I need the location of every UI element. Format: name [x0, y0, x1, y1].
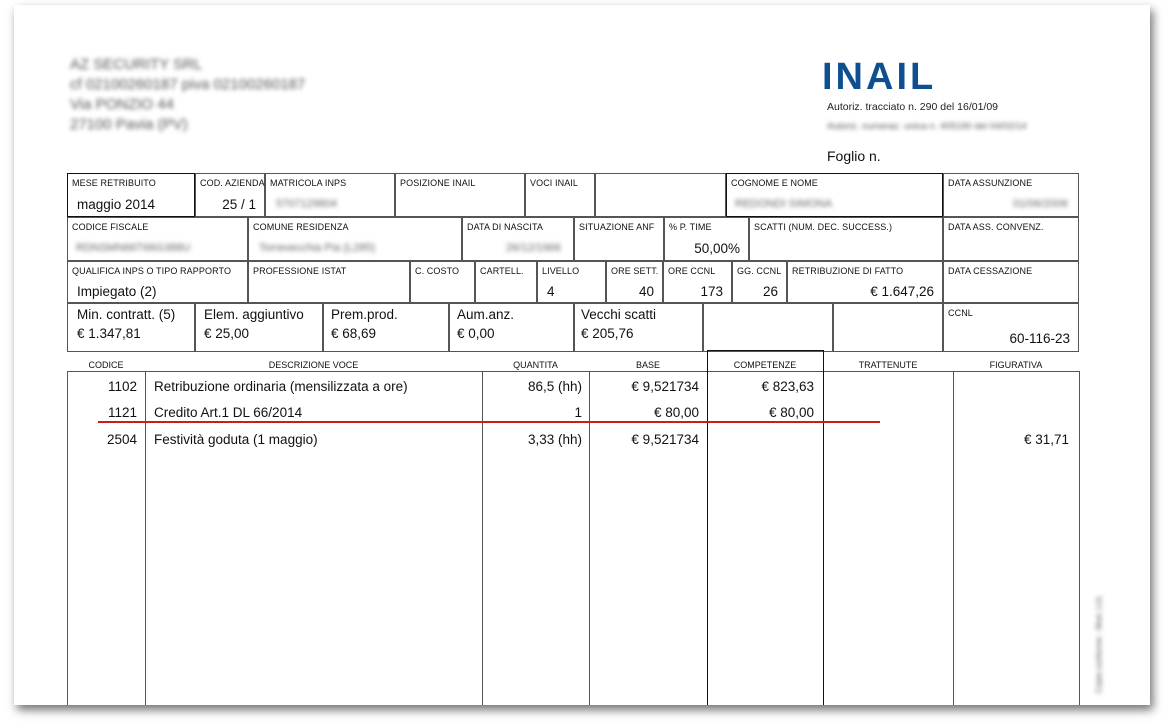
- cessazione-label: DATA CESSAZIONE: [948, 266, 1033, 276]
- cartell-label: CARTELL.: [480, 266, 524, 276]
- field-min-contratt: [67, 303, 195, 352]
- payslip-sheet: [14, 5, 1150, 705]
- mese-label: MESE RETRIBUITO: [72, 178, 156, 188]
- employer-address: Via PONZIO 44: [70, 96, 174, 113]
- nascita-value: 26/12/1966: [505, 242, 561, 254]
- row-quantita: 1: [574, 405, 582, 420]
- qualifica-label: QUALIFICA INPS O TIPO RAPPORTO: [72, 266, 232, 276]
- row-descrizione: Retribuzione ordinaria (mensilizzata a ore): [154, 379, 408, 394]
- field-cartell: [475, 261, 537, 303]
- field-blank-1: [703, 303, 833, 352]
- header-codice: CODICE: [88, 360, 124, 370]
- sheet-number-label: Foglio n.: [827, 148, 881, 164]
- scatti-label: SCATTI (NUM. DEC. SUCCESS.): [754, 222, 893, 232]
- authorization-text: Autoriz. tracciato n. 290 del 16/01/09: [827, 101, 999, 113]
- row-quantita: 3,33 (hh): [527, 432, 582, 447]
- header-quantita: QUANTITA: [513, 360, 558, 370]
- table-col-line: [823, 350, 824, 705]
- cod-azienda-value: 25 / 1: [222, 197, 256, 212]
- nome-value: REDONDI SIMONA: [735, 198, 833, 210]
- header-figurativa: FIGURATIVA: [989, 360, 1043, 370]
- ore-ccnl-label: ORE CCNL: [668, 266, 716, 276]
- elem-label: Elem. aggiuntivo: [204, 307, 304, 322]
- table-top-line: [67, 371, 1079, 372]
- row-codice: 2504: [106, 432, 137, 447]
- comune-label: COMUNE RESIDENZA: [253, 222, 349, 232]
- ore-sett-label: ORE SETT.: [611, 266, 659, 276]
- qualifica-value: Impiegato (2): [77, 284, 157, 299]
- field-situazione-anf: [574, 217, 664, 261]
- min-label: Min. contratt. (5): [77, 307, 176, 322]
- retribuzione-label: RETRIBUZIONE DI FATTO: [792, 266, 904, 276]
- ccnl-value: 60-116-23: [1009, 331, 1070, 346]
- mese-value: maggio 2014: [77, 197, 156, 212]
- retribuzione-value: € 1.647,26: [870, 284, 934, 299]
- aum-label: Aum.anz.: [457, 307, 515, 322]
- nome-label: COGNOME E NOME: [731, 178, 818, 188]
- assunzione-label: DATA ASSUNZIONE: [948, 178, 1033, 188]
- cf-label: CODICE FISCALE: [72, 222, 149, 232]
- table-col-line: [953, 371, 954, 705]
- field-ore-sett: [606, 261, 663, 303]
- inail-logo-text: INAIL: [822, 57, 937, 97]
- costo-label: C. COSTO: [415, 266, 460, 276]
- ptime-label: % P. TIME: [669, 222, 712, 232]
- competenze-top-line: [707, 350, 824, 351]
- ore-sett-value: 40: [638, 284, 654, 299]
- row-codice: 1121: [107, 405, 137, 420]
- vecchi-value: € 205,76: [581, 326, 634, 341]
- field-qualifica: [67, 261, 248, 303]
- matricola-label: MATRICOLA INPS: [270, 178, 347, 188]
- nascita-label: DATA DI NASCITA: [467, 222, 544, 232]
- assunzione-value: 01/06/2006: [1012, 198, 1068, 210]
- authorization-number: Autoriz. numeraz. unica n. 405190 del 04/02/14: [827, 121, 1027, 132]
- prem-value: € 68,69: [331, 326, 377, 341]
- row-base: € 9,521734: [631, 432, 699, 447]
- gg-ccnl-value: 26: [762, 284, 778, 299]
- matricola-value: 5707129804: [276, 198, 338, 210]
- field-scatti: [749, 217, 943, 261]
- elem-value: € 25,00: [204, 326, 250, 341]
- ccnl-label: CCNL: [948, 308, 973, 318]
- side-note-text: Copia conforme - Mod. LUL: [1094, 595, 1104, 694]
- field-data-nascita: [462, 217, 574, 261]
- posizione-label: POSIZIONE INAIL: [400, 178, 476, 188]
- livello-value: 4: [547, 284, 555, 299]
- header-descrizione: DESCRIZIONE VOCE: [268, 360, 359, 370]
- field-voci-inail: [525, 173, 595, 217]
- header-base: BASE: [635, 360, 660, 370]
- field-cod-azienda: [195, 173, 265, 217]
- comune-value: Torrevecchia Pia (L285): [259, 242, 376, 254]
- header-competenze: COMPETENZE: [733, 360, 797, 370]
- header-trattenute: TRATTENUTE: [858, 360, 918, 370]
- employer-city: 27100 Pavia (PV): [70, 116, 188, 133]
- table-col-line: [1079, 371, 1080, 705]
- row-descrizione: Credito Art.1 DL 66/2014: [154, 405, 303, 420]
- field-retribuzione: [787, 261, 943, 303]
- field-vecchi-scatti: [574, 303, 703, 352]
- employer-tax: cf 02100260187 piva 02100260187: [70, 76, 306, 93]
- field-empty: [595, 173, 726, 217]
- field-data-assunzione: [943, 173, 1079, 217]
- row-quantita: 86,5 (hh): [527, 379, 582, 394]
- convenz-label: DATA ASS. CONVENZ.: [948, 222, 1044, 232]
- row-competenze: € 80,00: [768, 405, 814, 420]
- field-aum-anz: [449, 303, 574, 352]
- field-codice-fiscale: [67, 217, 248, 261]
- row-figurativa: € 31,71: [1023, 432, 1069, 447]
- field-posizione-inail: [395, 173, 525, 217]
- professione-label: PROFESSIONE ISTAT: [253, 266, 347, 276]
- side-note: [1092, 540, 1104, 700]
- field-livello: [537, 261, 606, 303]
- field-costo: [410, 261, 475, 303]
- table-col-line: [67, 371, 68, 705]
- field-gg-ccnl: [732, 261, 787, 303]
- row-descrizione: Festività goduta (1 maggio): [154, 432, 318, 447]
- field-matricola: [265, 173, 395, 217]
- field-data-cessazione: [943, 261, 1079, 303]
- field-blank-2: [833, 303, 943, 352]
- livello-label: LIVELLO: [542, 266, 580, 276]
- field-professione: [248, 261, 410, 303]
- row-base: € 9,521734: [631, 379, 699, 394]
- field-data-convenz: [943, 217, 1079, 261]
- employer-name: AZ SECURITY SRL: [70, 56, 203, 73]
- inail-logo: [822, 57, 972, 97]
- highlight-underline: [98, 421, 880, 423]
- cod-azienda-label: COD. AZIENDA: [200, 178, 265, 188]
- field-ccnl: [943, 303, 1079, 352]
- voci-label: VOCI INAIL: [530, 178, 579, 188]
- aum-value: € 0,00: [457, 326, 495, 341]
- ptime-value: 50,00%: [694, 241, 740, 256]
- vecchi-label: Vecchi scatti: [581, 307, 657, 322]
- field-ptime: [664, 217, 749, 261]
- prem-label: Prem.prod.: [331, 307, 398, 322]
- field-comune: [248, 217, 462, 261]
- cf-value: RDNSMN66T66G388U: [76, 242, 191, 254]
- field-prem-prod: [323, 303, 449, 352]
- table-col-line: [707, 350, 708, 705]
- row-competenze: € 823,63: [761, 379, 814, 394]
- row-base: € 80,00: [653, 405, 699, 420]
- gg-ccnl-label: GG. CCNL: [737, 266, 782, 276]
- field-cognome-nome: [726, 173, 943, 217]
- field-elem-aggiuntivo: [195, 303, 323, 352]
- min-value: € 1.347,81: [77, 326, 141, 341]
- field-mese: [67, 173, 195, 217]
- ore-ccnl-value: 173: [700, 284, 723, 299]
- anf-label: SITUAZIONE ANF: [579, 222, 655, 232]
- row-codice: 1102: [107, 379, 137, 394]
- field-ore-ccnl: [663, 261, 732, 303]
- employer-block: [70, 55, 305, 135]
